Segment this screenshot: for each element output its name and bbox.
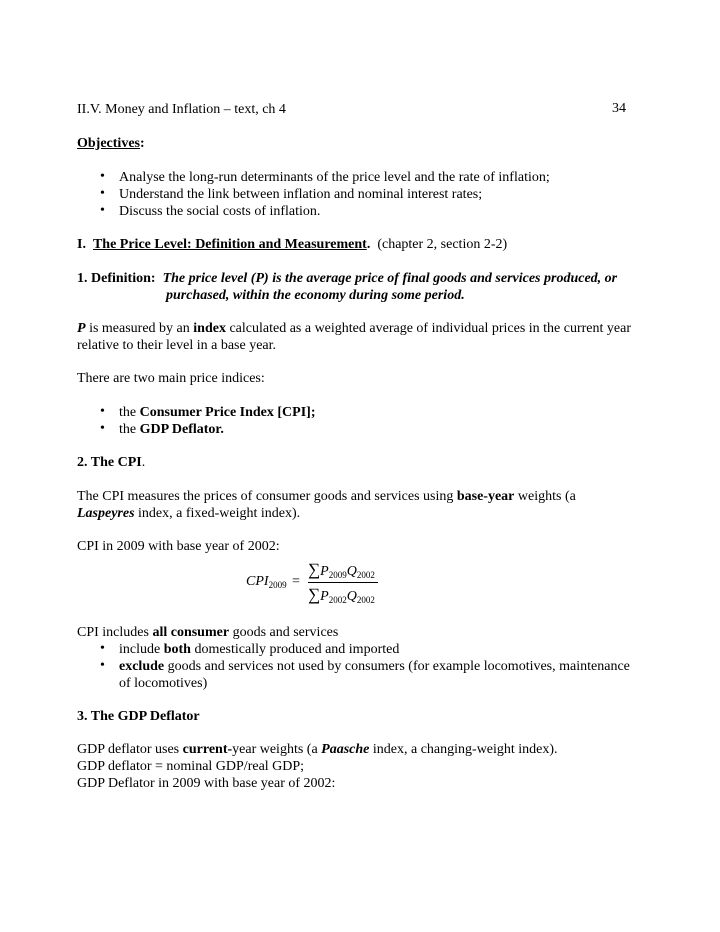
- formula-numerator: $\sum P_{2009}Q_{2002}$: [308, 560, 375, 580]
- section-heading: I. The Price Level: Definition and Measurement. (chapter 2, section 2-2): [77, 237, 508, 252]
- cpi-bullet-exclude-cont: of locomotives): [119, 676, 208, 691]
- bullet-icon: •: [100, 421, 105, 436]
- objective-item: Understand the link between inflation and nominal interest rates;: [119, 187, 483, 202]
- bullet-icon: •: [100, 203, 105, 218]
- bullet-icon: •: [100, 169, 105, 184]
- cpi-formula: [246, 560, 386, 610]
- cpi-includes: CPI includes all consumer goods and services: [77, 625, 339, 640]
- gdp-para-2: GDP deflator = nominal GDP/real GDP;: [77, 759, 305, 774]
- objective-item: Analyse the long-run determinants of the price level and the rate of inflation;: [119, 170, 550, 185]
- header-title: II.V. Money and Inflation – text, ch 4: [77, 102, 286, 117]
- formula-lhs: $CPI_{2009}$: [246, 574, 287, 590]
- gdp-para-1: GDP deflator uses current-year weights (a Paasche index, a changing-weight index).: [77, 742, 558, 757]
- objectives-heading: Objectives:: [77, 136, 145, 151]
- bullet-icon: •: [100, 658, 105, 673]
- fraction-bar: [308, 582, 378, 583]
- cpi-para-line-2: Laspeyres index, a fixed-weight index).: [77, 506, 301, 521]
- page-number: 34: [612, 101, 626, 116]
- definition-line-1: 1. Definition: The price level (P) is the average price of final goods and services produced, or: [77, 271, 618, 286]
- definition-line-2: purchased, within the economy during some period.: [166, 288, 465, 303]
- bullet-icon: •: [100, 641, 105, 656]
- cpi-para-line-1: The CPI measures the prices of consumer goods and services using base-year weights (a: [77, 489, 576, 504]
- measure-line-1: P is measured by an index calculated as a weighted average of individual prices in the current year: [77, 321, 631, 336]
- bullet-icon: •: [100, 404, 105, 419]
- cpi-bullet-include: include both domestically produced and imported: [119, 642, 400, 657]
- objective-item: Discuss the social costs of inflation.: [119, 204, 321, 219]
- gdp-heading: 3. The GDP Deflator: [77, 709, 200, 724]
- index-item: the GDP Deflator.: [119, 422, 224, 437]
- bullet-icon: •: [100, 186, 105, 201]
- cpi-heading: 2. The CPI.: [77, 455, 146, 470]
- formula-equals: =: [292, 574, 300, 589]
- measure-line-2: relative to their level in a base year.: [77, 338, 277, 353]
- gdp-para-3: GDP Deflator in 2009 with base year of 2002:: [77, 776, 336, 791]
- index-item: the Consumer Price Index [CPI];: [119, 405, 316, 420]
- cpi-base-text: CPI in 2009 with base year of 2002:: [77, 539, 280, 554]
- indices-intro: There are two main price indices:: [77, 371, 265, 386]
- cpi-bullet-exclude: exclude goods and services not used by consumers (for example locomotives, maintenance: [119, 659, 630, 674]
- formula-denominator: $\sum P_{2002}Q_{2002}$: [308, 585, 375, 605]
